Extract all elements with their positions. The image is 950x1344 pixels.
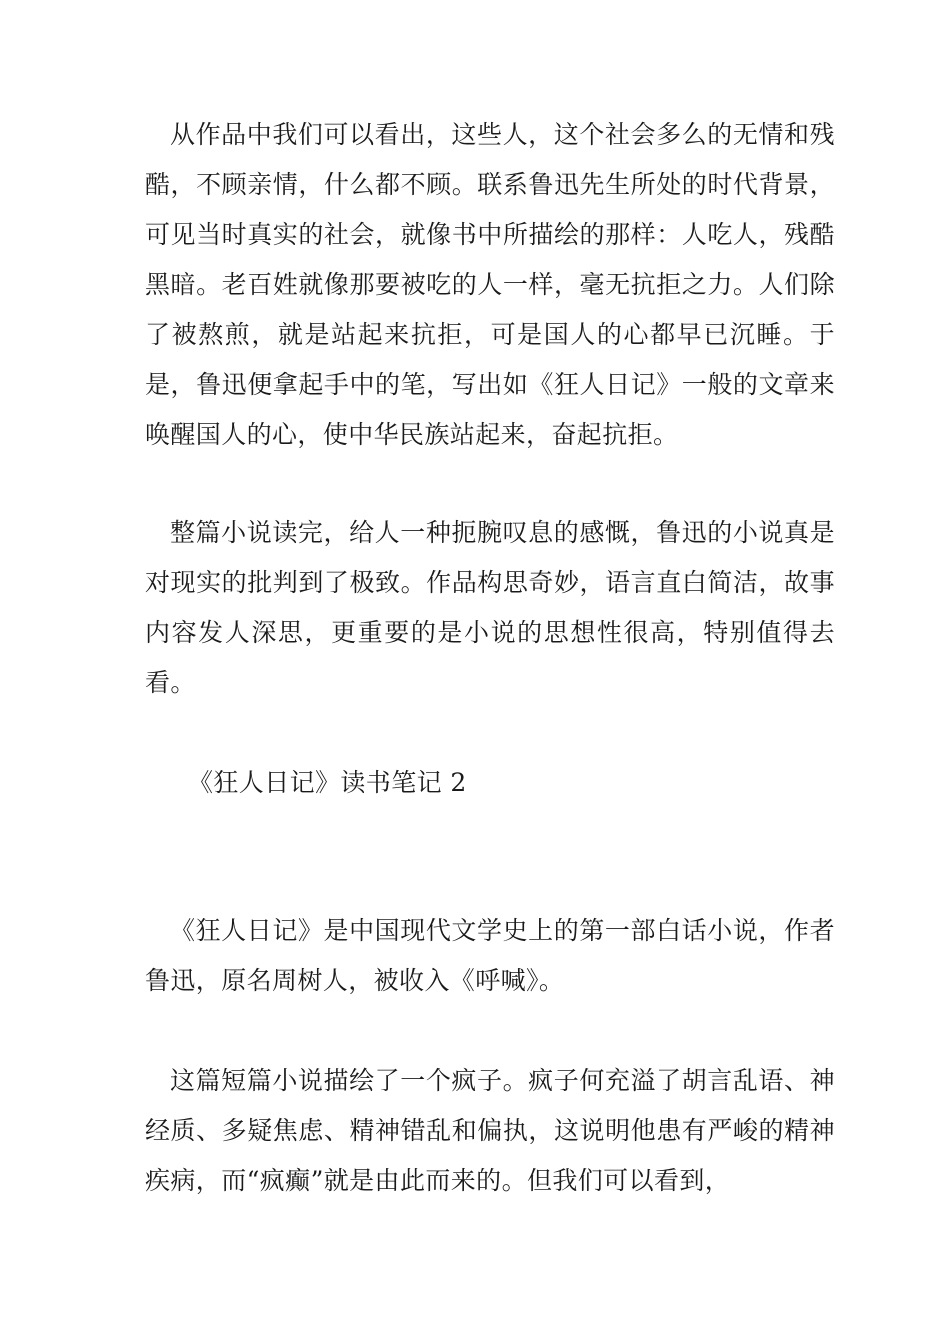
paragraph-novel-introduction: 《狂人日记》是中国现代文学史上的第一部白话小说，作者鲁迅，原名周树人，被收入《呼喊》。	[145, 916, 835, 995]
paragraph-madman-description: 这篇短篇小说描绘了一个疯子。疯子何充溢了胡言乱语、神经质、多疑焦虑、精神错乱和偏执，这说明他患有严峻的精神疾病，而“疯癫”就是由此而来的。但我们可以看到，	[145, 1066, 835, 1195]
paragraph-reading-reflection: 整篇小说读完，给人一种扼腕叹息的感慨，鲁迅的小说真是对现实的批判到了极致。作品构思奇妙，语言直白简洁，故事内容发人深思，更重要的是小说的思想性很高，特别值得去看。	[145, 518, 835, 697]
paragraph-society-cruelty: 从作品中我们可以看出，这些人，这个社会多么的无情和残酷，不顾亲情，什么都不顾。联系鲁迅先生所处的时代背景，可见当时真实的社会，就像书中所描绘的那样：人吃人，残酷黑暗。老百姓就像那要被吃的人一样，毫无抗拒之力。人们除了被熬煎，就是站起来抗拒，可是国人的心都早已沉睡。于是，鲁迅便拿起手中的笔，写出如《狂人日记》一般的文章来唤醒国人的心，使中华民族站起来，奋起抗拒。	[145, 120, 835, 449]
section-heading: 《狂人日记》读书笔记 2	[188, 768, 467, 797]
